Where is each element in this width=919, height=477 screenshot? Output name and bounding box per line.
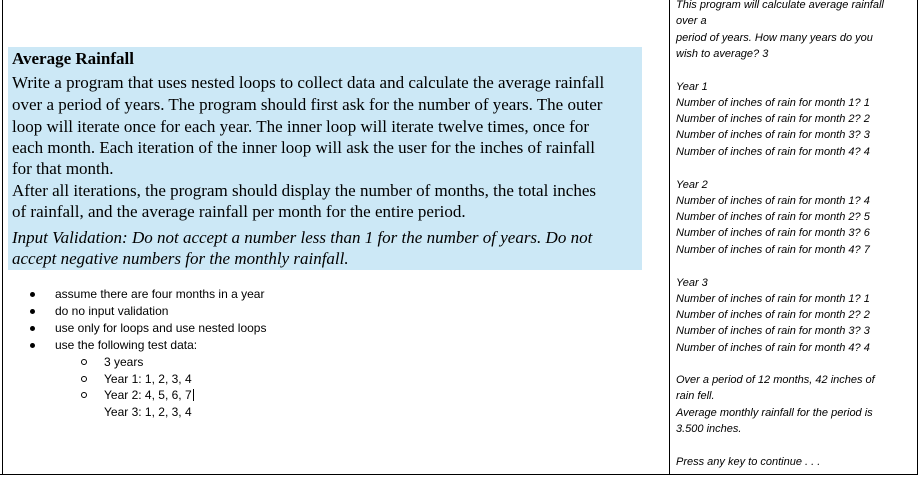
text-cursor bbox=[193, 389, 194, 401]
output-line: Number of inches of rain for month 4? 4 bbox=[676, 146, 870, 158]
paragraph-line: Write a program that uses nested loops to collect data and calculate the average rainfall bbox=[12, 73, 605, 92]
bullet-icon bbox=[30, 309, 35, 314]
output-line: Number of inches of rain for month 2? 2 bbox=[676, 113, 870, 125]
paragraph-line: over a period of years. The program should first ask for the number of years. The outer bbox=[12, 95, 603, 114]
output-line: Number of inches of rain for month 3? 3 bbox=[676, 325, 870, 337]
paragraph-line: for that month. bbox=[12, 159, 114, 178]
output-line: Number of inches of rain for month 2? 5 bbox=[676, 211, 870, 223]
hollow-bullet-icon bbox=[81, 376, 87, 382]
output-line: rain fell. bbox=[676, 390, 715, 402]
paragraph-line: of rainfall, and the average rainfall per month for the entire period. bbox=[12, 202, 466, 221]
paragraph-line: After all iterations, the program should display the number of months, the total inches bbox=[12, 181, 597, 200]
output-line: Press any key to continue . . . bbox=[676, 456, 821, 468]
output-line: Number of inches of rain for month 2? 2 bbox=[676, 309, 870, 321]
output-line: 3.500 inches. bbox=[676, 423, 742, 435]
validation-line: Input Validation: Do not accept a number less than 1 for the number of years. Do not bbox=[12, 228, 593, 247]
output-line: Number of inches of rain for month 1? 4 bbox=[676, 195, 870, 207]
output-line: Average monthly rainfall for the period is bbox=[676, 407, 873, 419]
paragraph-line: loop will iterate once for each year. The inner loop will iterate twelve times, once for bbox=[12, 117, 589, 136]
output-line: Number of inches of rain for month 4? 4 bbox=[676, 342, 870, 354]
output-line: Number of inches of rain for month 3? 3 bbox=[676, 129, 870, 141]
output-line: Year 3 bbox=[676, 277, 708, 289]
output-line: Over a period of 12 months, 42 inches of bbox=[676, 374, 875, 386]
problem-title: Average Rainfall bbox=[12, 49, 134, 68]
output-line: Number of inches of rain for month 4? 7 bbox=[676, 244, 870, 256]
bullet-icon bbox=[30, 292, 35, 297]
output-line: Year 2 bbox=[676, 179, 708, 191]
bullet-icon bbox=[30, 343, 35, 348]
bullet-icon bbox=[30, 326, 35, 331]
column-divider bbox=[669, 0, 670, 474]
output-line: This program will calculate average rainfall bbox=[676, 0, 884, 11]
output-line: Number of inches of rain for month 1? 1 bbox=[676, 293, 870, 305]
output-line: period of years. How many years do you bbox=[676, 32, 873, 44]
output-line: wish to average? 3 bbox=[676, 48, 769, 60]
hollow-bullet-icon bbox=[81, 392, 87, 398]
hollow-bullet-icon bbox=[81, 359, 87, 365]
output-line: Year 1 bbox=[676, 81, 708, 93]
validation-line: accept negative numbers for the monthly rainfall. bbox=[12, 249, 349, 268]
text-line: Year 2: 4, 5, 6, 7 bbox=[104, 388, 192, 402]
output-line: Number of inches of rain for month 3? 6 bbox=[676, 227, 870, 239]
paragraph-line: each month. Each iteration of the inner loop will ask the user for the inches of rainfall bbox=[12, 138, 595, 157]
problem-statement bbox=[8, 47, 642, 270]
output-line: over a bbox=[676, 15, 707, 27]
output-line: Number of inches of rain for month 1? 1 bbox=[676, 97, 870, 109]
